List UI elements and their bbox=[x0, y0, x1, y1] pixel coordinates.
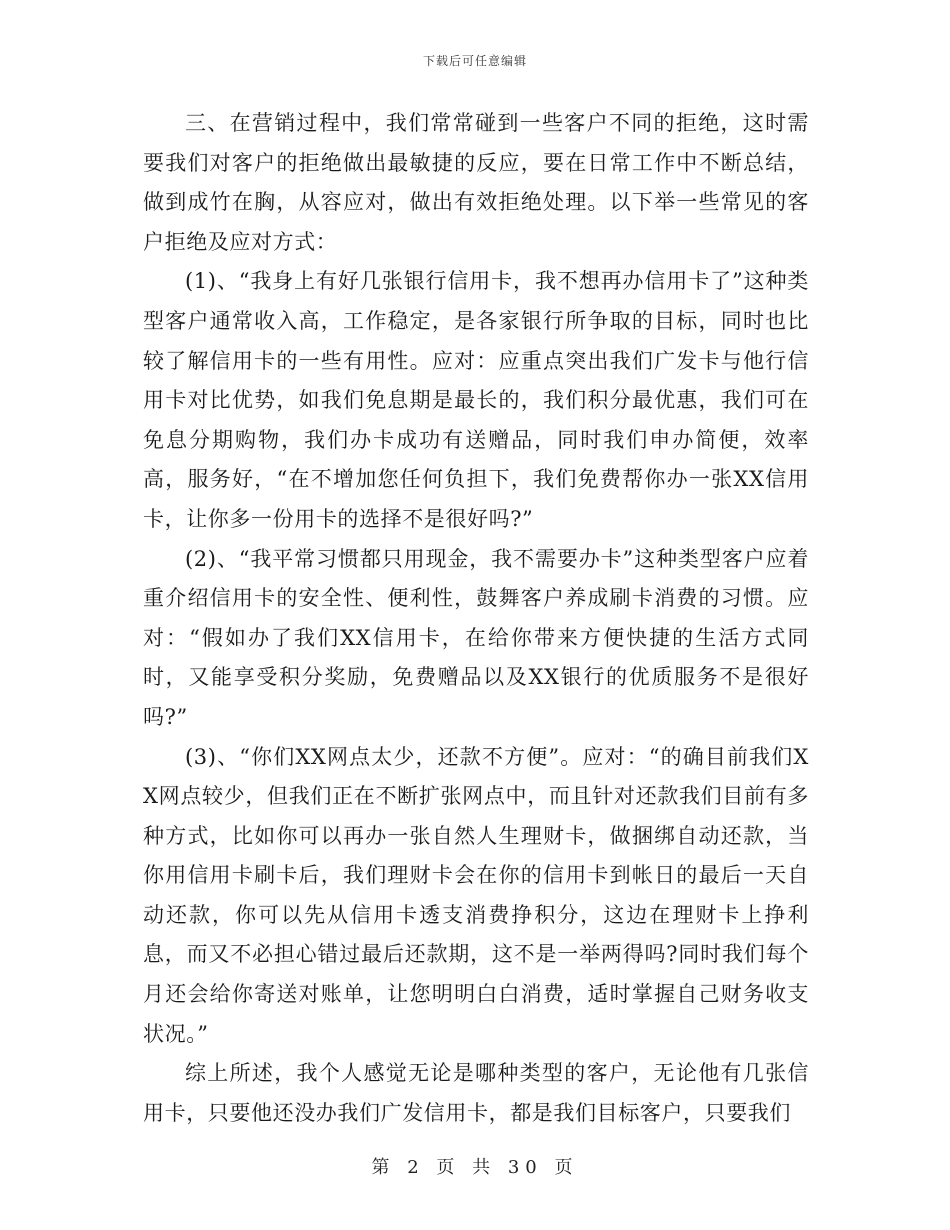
paragraph-summary: 综上所述，我个人感觉无论是哪种类型的客户，无论他有几张信用卡，只要他还没办我们广发信用卡，都是我们目标客户，只要我们 bbox=[143, 1061, 809, 1125]
paragraph-objection-1: (1)、“我身上有好几张银行信用卡，我不想再办信用卡了”这种类型客户通常收入高，工作稳定，是各家银行所争取的目标，同时也比较了解信用卡的一些有用性。应对：应重点突出我们广发卡与他行信用卡对比优势，如我们免息期是最长的，我们积分最优惠，我们可在免息分期购物，我们办卡成功有送赠品，同时我们申办简便，效率高，服务好，“在不增加您任何负担下，我们免费帮你办一张XX信用卡，让你多一份用卡的选择不是很好吗?” bbox=[143, 269, 809, 531]
paragraph-objection-2: (2)、“我平常习惯都只用现金，我不需要办卡”这种类型客户应着重介绍信用卡的安全性、便利性，鼓舞客户养成刷卡消费的习惯。应对：“假如办了我们XX信用卡，在给你带来方便快捷的生活方式同时，又能享受积分奖励，免费赠品以及XX银行的优质服务不是很好吗?” bbox=[143, 546, 809, 729]
document-body bbox=[143, 104, 809, 1133]
paragraph-intro: 三、在营销过程中，我们常常碰到一些客户不同的拒绝，这时需要我们对客户的拒绝做出最敏捷的反应，要在日常工作中不断总结，做到成竹在胸，从容应对，做出有效拒绝处理。以下举一些常见的客户拒绝及应对方式： bbox=[143, 111, 809, 254]
page-number: 第 2 页 共 30 页 bbox=[371, 1157, 579, 1178]
paragraph-objection-3: (3)、“你们XX网点太少，还款不方便”。应对：“的确目前我们XX网点较少，但我们正在不断扩张网点中，而且针对还款我们目前有多种方式，比如你可以再办一张自然人生理财卡，做捆绑自动还款，当你用信用卡刷卡后，我们理财卡会在你的信用卡到帐日的最后一天自动还款，你可以先从信用卡透支消费挣积分，这边在理财卡上挣利息，而又不必担心错过最后还款期，这不是一举两得吗?同时我们每个月还会给你寄送对账单，让您明明白白消费，适时掌握自己财务收支状况。” bbox=[143, 744, 809, 1046]
page-header-note: 下载后可任意编辑 bbox=[422, 54, 527, 68]
